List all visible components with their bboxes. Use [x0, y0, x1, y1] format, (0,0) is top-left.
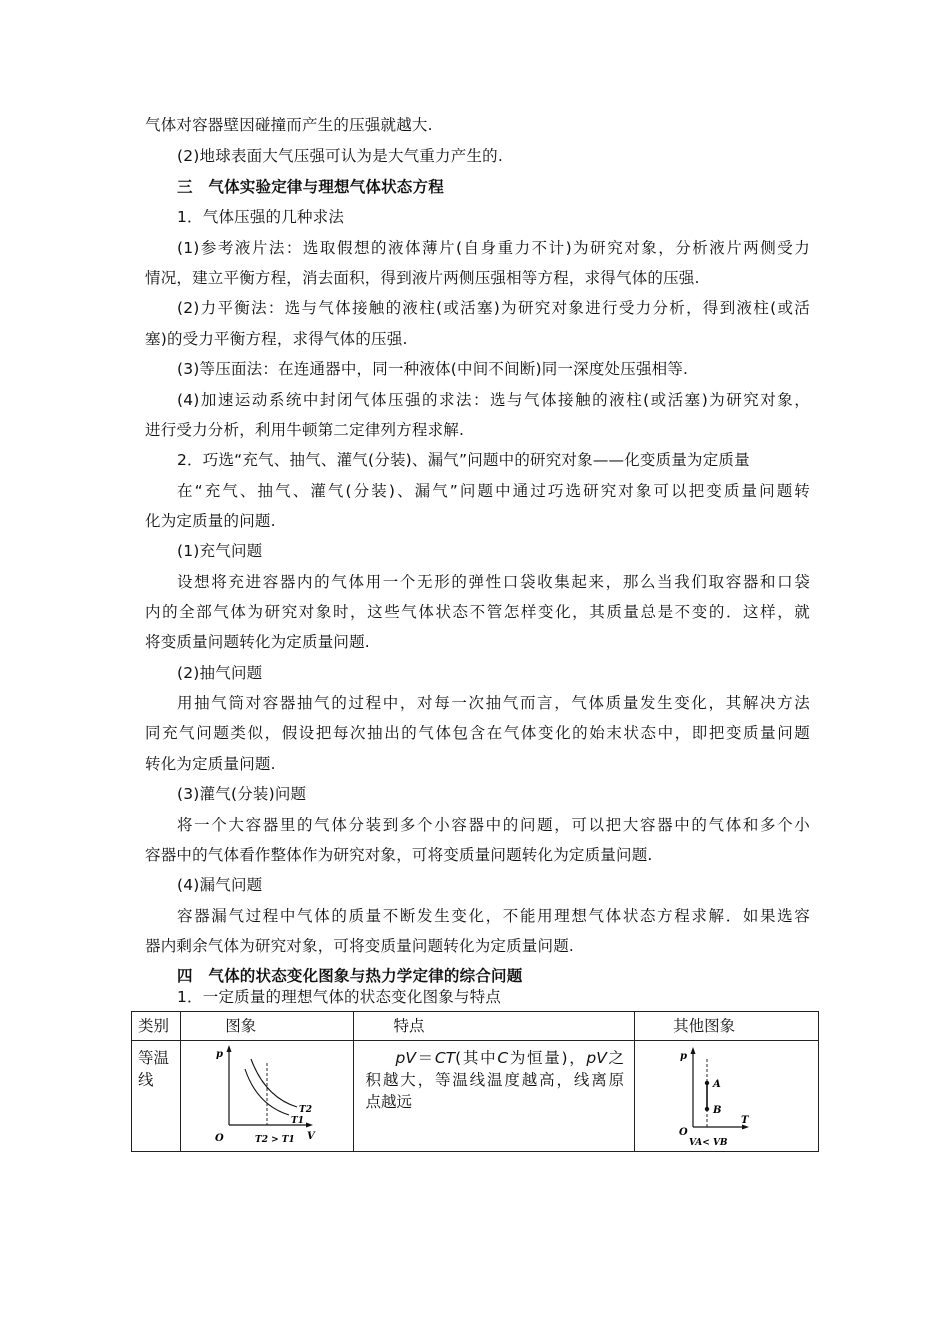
text-line: 用抽气筒对容器抽气的过程中，对每一次抽气而言，气体质量发生变化，其解决方法 [177, 694, 810, 712]
text-line: (3)灌气(分装)问题 [177, 785, 307, 803]
text-line: (1)参考液片法：选取假想的液体薄片(自身重力不计)为研究对象，分析液片两侧受力 [177, 239, 810, 257]
text-line: 容器漏气过程中气体的质量不断发生变化，不能用理想气体状态方程求解．如果选容 [177, 907, 810, 925]
curve-label-t1: T1 [291, 1116, 305, 1126]
text-line: (4)漏气问题 [177, 876, 263, 894]
curve-t2 [251, 1059, 297, 1107]
text-line: 同充气问题类似，假设把每次抽出的气体包含在气体变化的始末状态中，即把变质量问题 [145, 724, 810, 742]
header-feature: 特点 [353, 1012, 635, 1041]
graph-caption: VA< VB [689, 1138, 728, 1145]
x-axis-label: T [741, 1115, 749, 1126]
state-graph-table [131, 1011, 819, 1152]
cell-category: 等温线 [132, 1041, 181, 1152]
text-line: (1)充气问题 [177, 542, 263, 560]
text-line: 气体对容器壁因碰撞而产生的压强就越大. [145, 116, 433, 134]
header-graph: 图象 [181, 1012, 353, 1041]
origin-label: O [215, 1133, 224, 1144]
y-axis-label: p [216, 1049, 224, 1060]
text-line: 进行受力分析，利用牛顿第二定律列方程求解. [145, 421, 465, 439]
section-heading: 三 气体实验定律与理想气体状态方程 [177, 178, 444, 196]
text-line: (4)加速运动系统中封闭气体压强的求法：选与气体接触的液柱(或活塞)为研究对象， [177, 391, 810, 409]
text-line: 将变质量问题转化为定质量问题. [145, 633, 370, 651]
origin-label: O [679, 1127, 688, 1138]
text-line: (2)地球表面大气压强可认为是大气重力产生的. [177, 147, 503, 165]
text-line: 情况，建立平衡方程，消去面积，得到液片两侧压强相等方程，求得气体的压强. [145, 269, 700, 287]
y-axis-label: p [680, 1051, 688, 1062]
text-line: (2)抽气问题 [177, 664, 263, 682]
text-line: (2)力平衡法：选与气体接触的液柱(或活塞)为研究对象进行受力分析，得到液柱(或活 [177, 299, 810, 317]
y-axis-arrow [227, 1045, 232, 1052]
point-a-label: A [713, 1079, 721, 1090]
text-line: 转化为定质量问题. [145, 755, 276, 773]
text-line: 化为定质量的问题. [145, 512, 276, 530]
subsection-heading: 1．一定质量的理想气体的状态变化图象与特点 [177, 988, 502, 1006]
text-line: 器内剩余气体为研究对象，可将变质量问题转化为定质量问题. [145, 937, 575, 955]
graph-caption: T2 > T1 [255, 1135, 295, 1145]
point-a [705, 1081, 709, 1085]
x-axis-label: V [307, 1131, 315, 1142]
isotherm-pv-graph [181, 1041, 337, 1145]
isotherm-pt-graph [635, 1041, 805, 1145]
text-line: 内的全部气体为研究对象时，这些气体状态不管怎样变化，其质量总是不变的．这样，就 [145, 603, 810, 621]
subsection-heading: 1．气体压强的几种求法 [177, 208, 345, 226]
text-line: 将一个大容器里的气体分装到多个小容器中的问题，可以把大容器中的气体和多个小 [177, 816, 810, 834]
table-row [132, 1041, 819, 1152]
table-header-row [132, 1012, 819, 1041]
text-line: (3)等压面法：在连通器中，同一种液体(中间不间断)同一深度处压强相等. [177, 360, 689, 378]
point-b-label: B [713, 1105, 722, 1116]
feature-line: 积越大，等温线温度越高，线离原 [365, 1071, 625, 1089]
subsection-heading: 2．巧选“充气、抽气、灌气(分装)、漏气”问题中的研究对象——化变质量为定质量 [177, 451, 750, 469]
section-heading: 四 气体的状态变化图象与热力学定律的综合问题 [177, 967, 523, 985]
y-axis-arrow [691, 1047, 696, 1054]
cell-feature [353, 1041, 635, 1152]
feature-line: 点越远 [365, 1093, 413, 1111]
text-line: 在“充气、抽气、灌气(分装)、漏气”问题中通过巧选研究对象可以把变质量问题转 [177, 482, 810, 500]
header-category: 类别 [132, 1012, 181, 1041]
cell-other-graph [635, 1041, 819, 1152]
text-line: 设想将充进容器内的气体用一个无形的弹性口袋收集起来，那么当我们取容器和口袋 [177, 573, 810, 591]
x-axis-arrow [306, 1123, 313, 1128]
header-other-graph: 其他图象 [635, 1012, 819, 1041]
text-line: 容器中的气体看作整体作为研究对象，可将变质量问题转化为定质量问题. [145, 846, 653, 864]
cell-graph [181, 1041, 353, 1152]
curve-label-t2: T2 [299, 1105, 313, 1115]
point-b [705, 1107, 709, 1111]
text-line: 塞)的受力平衡方程，求得气体的压强. [145, 330, 408, 348]
feature-line: pV＝CT(其中C为恒量)，pV之 [395, 1049, 625, 1067]
